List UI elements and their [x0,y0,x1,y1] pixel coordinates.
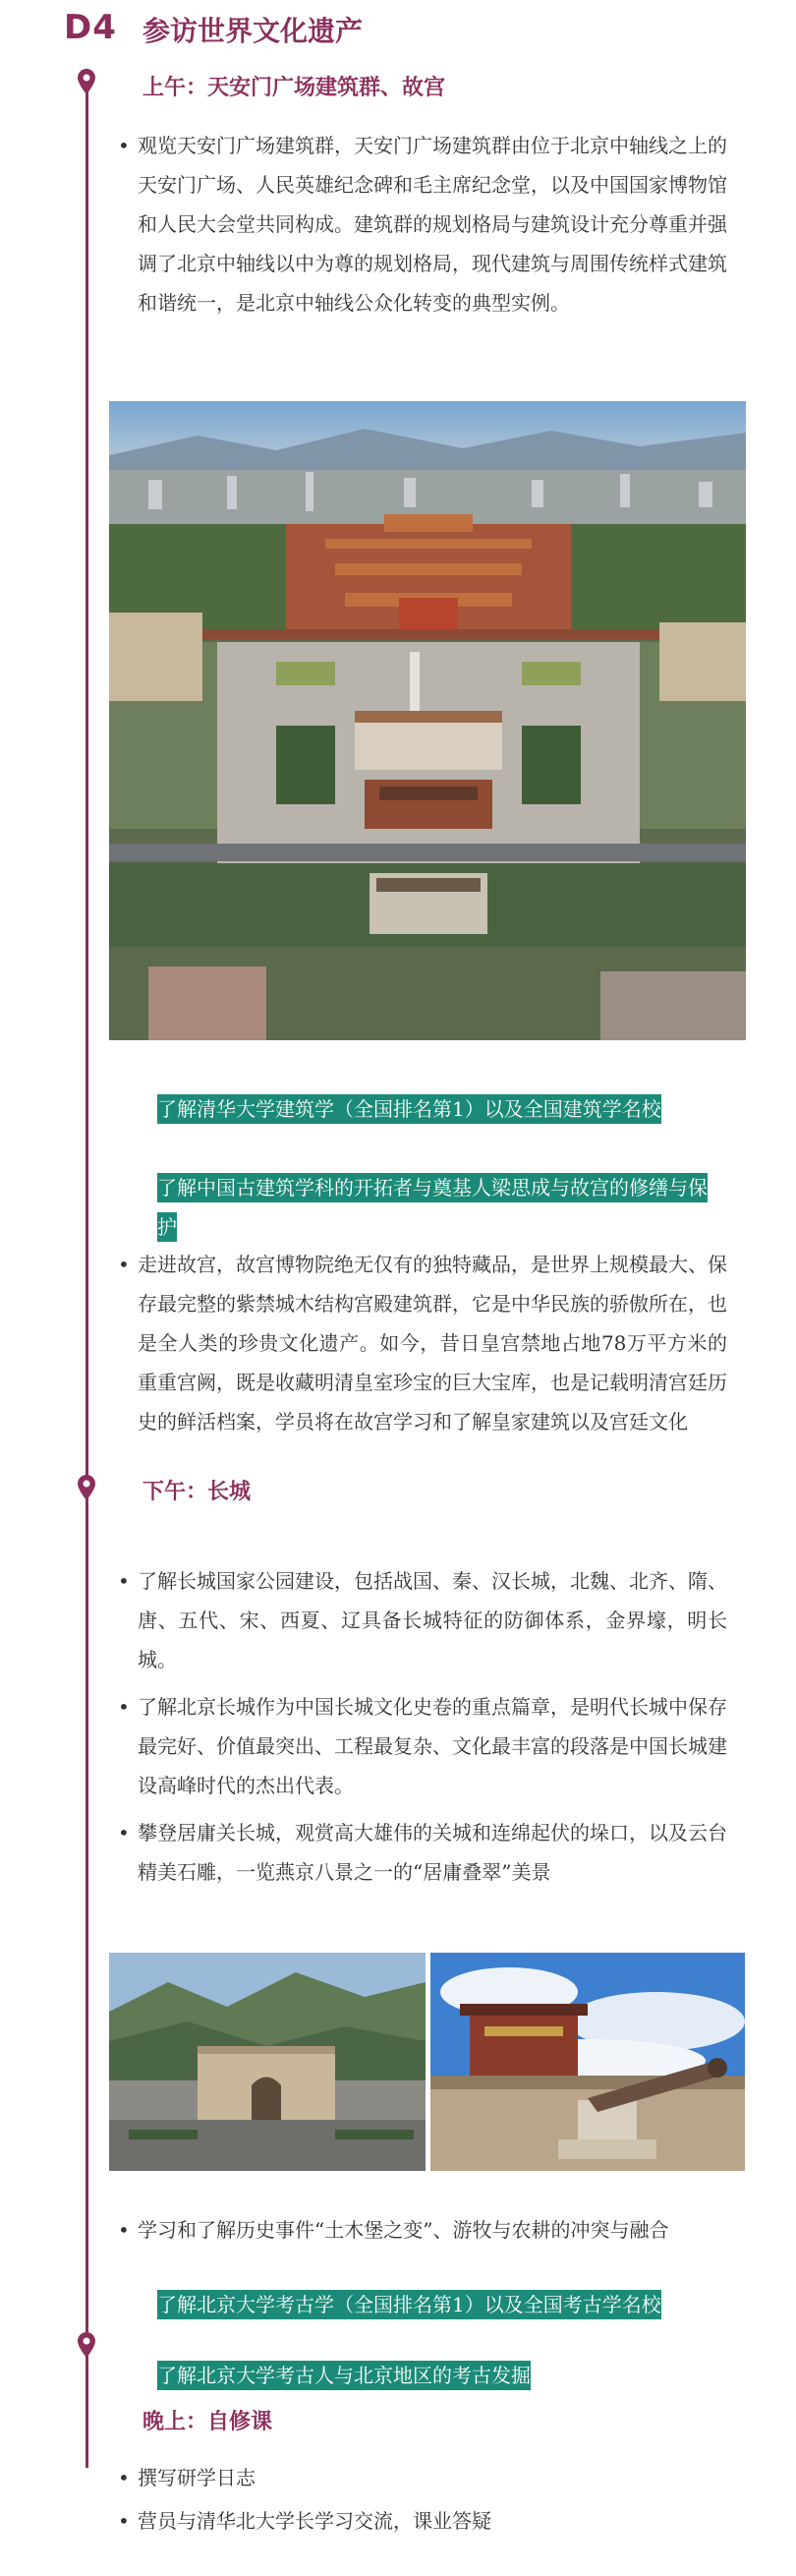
great-wall-pass-photo [109,1953,426,2171]
afternoon-title: 下午：长城 [142,1479,252,1504]
afternoon-item-3 [118,1813,727,1892]
tiananmen-aerial-photo [109,401,746,1040]
bullet: • [118,1695,130,1719]
morning-title: 上午：天安门广场建筑群、故宫 [142,75,446,100]
palace-paragraph [118,1245,727,1441]
afternoon-highlight-2 [157,2356,708,2395]
highlight-text: 了解中国古建筑学科的开拓者与奠基人梁思成与故宫的修缮与保护 [157,1173,708,1242]
afternoon-highlight-1 [157,2285,708,2324]
bullet: • [118,2466,130,2489]
evening-item-1 [118,2458,727,2497]
great-wall-cannon-photo [430,1953,745,2171]
palace-paragraph-text: 走进故宫，故宫博物院绝无仅有的独特藏品，是世界上规模最大、保存最完整的紫禁城木结构宫殿建筑群，它是中华民族的骄傲所在，也是全人类的珍贵文化遗产。如今，昔日皇宫禁地占地78万平方米的重重宫阙，既是收藏明清皇室珍宝的巨大宝库，也是记载明清宫廷历史的鲜活档案，学员将在故宫学习和了解皇家建筑以及宫廷文化 [138,1253,727,1434]
highlight-text: 了解北京大学考古人与北京地区的考古发掘 [157,2361,531,2390]
bullet: • [118,134,130,157]
morning-highlight-2 [157,1168,708,1247]
history-item [118,2210,727,2250]
afternoon-item-1 [118,1561,727,1679]
timeline-line [85,69,88,2468]
highlight-text: 了解清华大学建筑学（全国排名第1）以及全国建筑学名校 [157,1094,661,1124]
morning-highlight-1 [157,1089,708,1129]
bullet: • [118,1821,130,1844]
highlight-text: 了解北京大学考古学（全国排名第1）以及全国考古学名校 [157,2290,661,2319]
map-pin-icon [78,1475,95,1500]
day-label: D4 [64,8,117,47]
evening-item-text: 撰写研学日志 [138,2466,256,2489]
morning-intro-text: 观览天安门广场建筑群，天安门广场建筑群由位于北京中轴线之上的天安门广场、人民英雄纪念碑和毛主席纪念堂，以及中国国家博物馆和人民大会堂共同构成。建筑群的规划格局与建筑设计充分尊重并强调了北京中轴线以中为尊的规划格局，现代建筑与周围传统样式建筑和谐统一，是北京中轴线公众化转变的典型实例。 [138,134,727,315]
evening-item-2 [118,2501,727,2541]
map-pin-icon [78,2332,95,2358]
history-item-text: 学习和了解历史事件“土木堡之变”、游牧与农耕的冲突与融合 [138,2218,669,2242]
bullet: • [118,2218,130,2242]
afternoon-item-2 [118,1687,727,1805]
morning-intro [118,126,727,322]
bullet: • [118,1569,130,1593]
afternoon-item-text: 了解长城国家公园建设，包括战国、秦、汉长城，北魏、北齐、隋、唐、五代、宋、西夏、辽具备长城特征的防御体系，金界壕，明长城。 [138,1569,727,1671]
evening-title: 晚上：自修课 [142,2409,273,2434]
bullet: • [118,2509,130,2533]
bullet: • [118,1253,130,1276]
afternoon-item-text: 攀登居庸关长城，观赏高大雄伟的关城和连绵起伏的垛口，以及云台精美石雕，一览燕京八景之一的“居庸叠翠”美景 [138,1821,727,1884]
day-title: 参访世界文化遗产 [142,15,364,47]
afternoon-item-text: 了解北京长城作为中国长城文化史卷的重点篇章，是明代长城中保存最完好、价值最突出、工程最复杂、文化最丰富的段落是中国长城建设高峰时代的杰出代表。 [138,1695,727,1797]
map-pin-icon [78,69,95,94]
evening-item-text: 营员与清华北大学长学习交流，课业答疑 [138,2509,491,2533]
